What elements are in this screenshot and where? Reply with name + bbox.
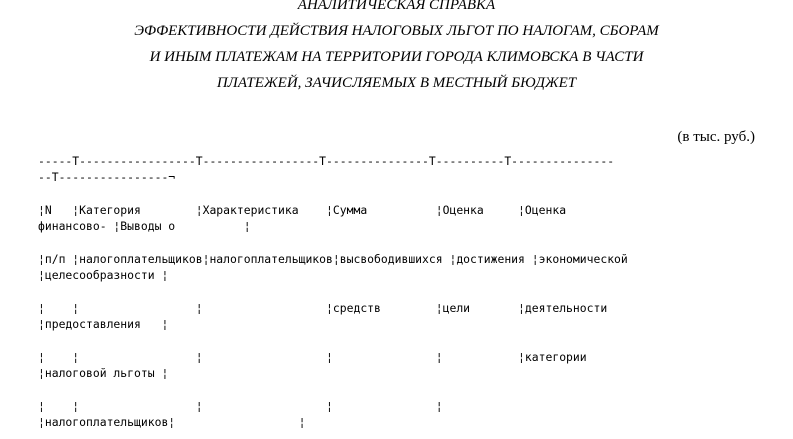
title-line-4: ПЛАТЕЖЕЙ, ЗАЧИСЛЯЕМЫХ В МЕСТНЫЙ БЮДЖЕТ [216, 75, 577, 91]
table-border-top: -----T-----------------T-----------------T---------------T----------T--------------- [38, 154, 615, 168]
title-line-3: И ИНЫМ ПЛАТЕЖАМ НА ТЕРРИТОРИИ ГОРОДА КЛИМОВСКА В ЧАСТИ [149, 49, 644, 65]
unit-note: (в тыс. руб.) [677, 129, 755, 145]
table-row-header-2-wrap: ¦целесообразности ¦ [38, 268, 169, 282]
table-row-header-5-wrap: ¦налогоплательщиков¦ ¦ [38, 415, 306, 429]
table-row-header-1: ¦N ¦Категория ¦Характеристика ¦Сумма ¦Оценка ¦Оценка [38, 203, 567, 217]
table-border-top-wrap: --T----------------¬ [38, 170, 176, 184]
table-row-header-3-wrap: ¦предоставления ¦ [38, 317, 169, 331]
title-line-1: АНАЛИТИЧЕСКАЯ СПРАВКА [297, 0, 496, 13]
table-row-header-5: ¦ ¦ ¦ ¦ ¦ [38, 399, 443, 413]
table-row-header-3: ¦ ¦ ¦ ¦средств ¦цели ¦деятельности [38, 301, 608, 315]
title-line-2: ЭФФЕКТИВНОСТИ ДЕЙСТВИЯ НАЛОГОВЫХ ЛЬГОТ ПО НАЛОГАМ, СБОРАМ [134, 23, 659, 39]
table-row-header-1-wrap: финансово- ¦Выводы о ¦ [38, 219, 251, 233]
table-row-header-4-wrap: ¦налоговой льготы ¦ [38, 366, 169, 380]
table-row-header-2: ¦п/п ¦налогоплательщиков¦налогоплательщиков¦высвободившихся ¦достижения ¦экономической [38, 252, 628, 266]
table-row-header-4: ¦ ¦ ¦ ¦ ¦ ¦категории [38, 350, 587, 364]
